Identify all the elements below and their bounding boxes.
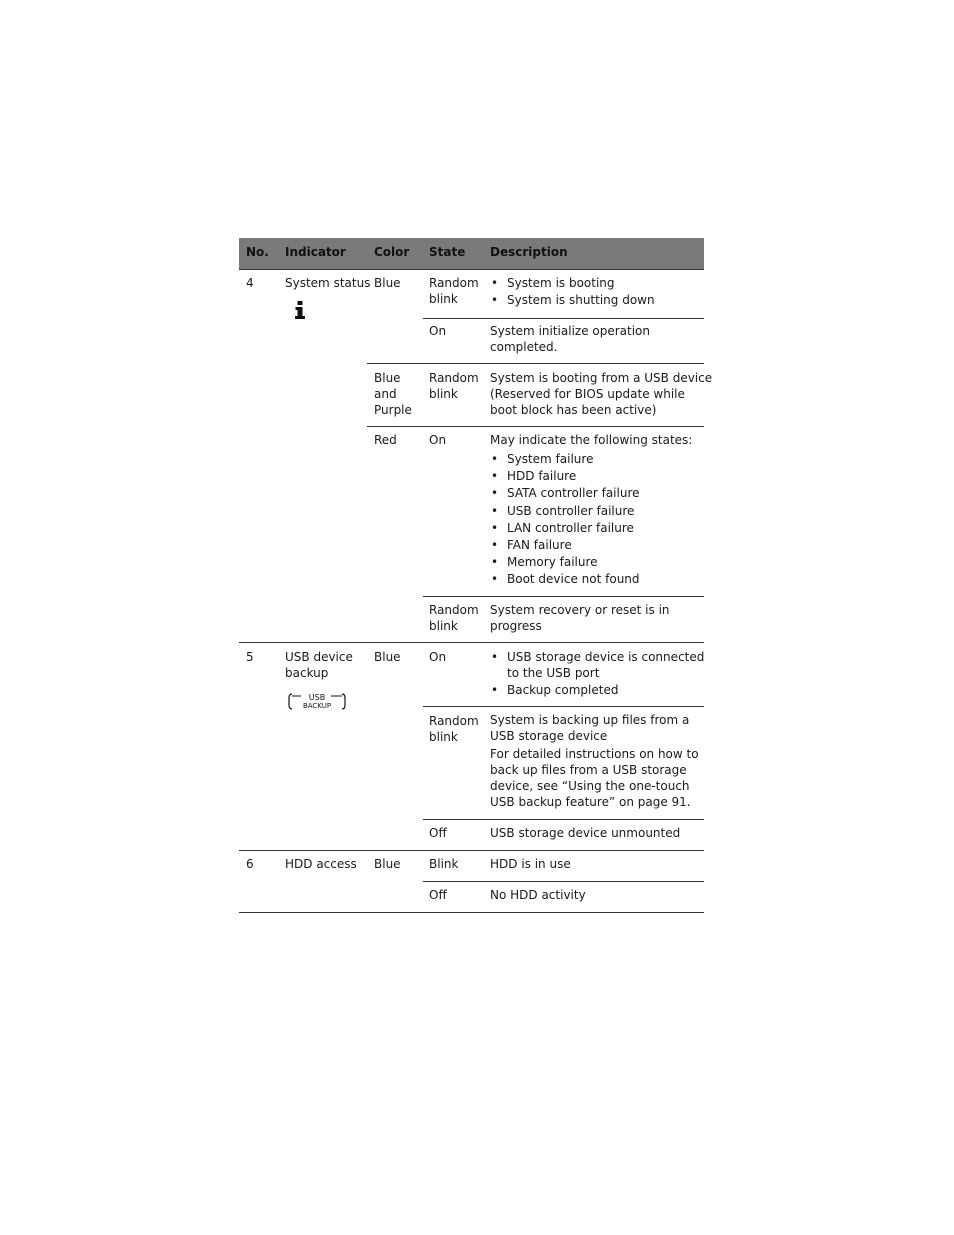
failure-list [490,451,692,589]
row4-red-on-desc: May indicate the following states: • System failure • HDD failure • SATA controller failure • USB controller failure • LAN controller failure • FAN failure • Memory failure • Boot device not found [490,432,692,589]
row4-blue-on-desc: System initialize operation completed. [490,324,651,354]
list-item: • System is shutting down [490,292,655,309]
list-item: • FAN failure [490,537,692,554]
header-description: Description [490,245,568,259]
header-state: State [429,245,466,259]
list-item: • USB controller failure [490,503,692,520]
row-divider [239,642,704,643]
row6-indicator: HDD access [285,857,357,871]
usb-backup-icon [287,690,347,712]
divider [423,706,704,707]
divider [423,596,704,597]
row4-color-blue-purple: Blue and Purple [374,371,412,417]
row5-random-desc: System is backing up files from a USB storage device For detailed instructions on how to back up files from a USB storage device, see “Using the one-touch USB backup feature” on page 91. [490,713,699,809]
row4-blue-random-desc [490,275,655,309]
row4-no: 4 [246,276,254,290]
list-item: • System failure [490,451,692,468]
row4-red-random-desc: System recovery or reset is in progress [490,603,670,633]
divider [423,881,704,882]
list-item: • SATA controller failure [490,485,692,502]
list-item: • Memory failure [490,554,692,571]
row4-color-blue: Blue [374,276,401,290]
row5-off-desc: USB storage device unmounted [490,826,681,840]
svg-text:USB: USB [308,693,326,702]
divider [423,819,704,820]
divider [367,363,704,364]
row-divider [239,850,704,851]
row5-on-desc [490,649,704,698]
row4-blue-purple-desc: System is booting from a USB device (Reserved for BIOS update while boot block has been active) [490,371,713,417]
list-item: • USB storage device is connected to the USB port [490,649,704,681]
divider [423,318,704,319]
row5-no: 5 [246,650,254,664]
row5-color: Blue [374,650,401,664]
row4-indicator: System status [285,276,371,290]
list-item: • Boot device not found [490,571,692,588]
row4-red-on-state: On [429,433,447,447]
row4-blue-random-state: Random blink [429,276,479,306]
row5-on-state: On [429,650,447,664]
row5-indicator: USB device backup [285,650,353,680]
divider [367,426,704,427]
info-icon [293,301,307,319]
list-item: • System is booting [490,275,655,292]
row6-off-state: Off [429,888,447,902]
list-item: • Backup completed [490,682,704,698]
row4-red-random-state: Random blink [429,603,479,633]
table-bottom-border [239,912,704,913]
row4-blue-on-state: On [429,324,447,338]
list-item: • HDD failure [490,468,692,485]
row5-off-state: Off [429,826,447,840]
list-item: • LAN controller failure [490,520,692,537]
header-indicator: Indicator [285,245,346,259]
table-header [239,238,704,270]
row6-color: Blue [374,857,401,871]
row4-color-red: Red [374,433,397,447]
row6-blink-desc: HDD is in use [490,857,571,871]
row4-blue-purple-state: Random blink [429,371,479,401]
row6-off-desc: No HDD activity [490,888,586,902]
row6-no: 6 [246,857,254,871]
row6-blink-state: Blink [429,857,459,871]
svg-text:BACKUP: BACKUP [302,702,332,710]
header-no: No. [246,245,269,259]
header-color: Color [374,245,410,259]
row5-random-state: Random blink [429,714,479,744]
